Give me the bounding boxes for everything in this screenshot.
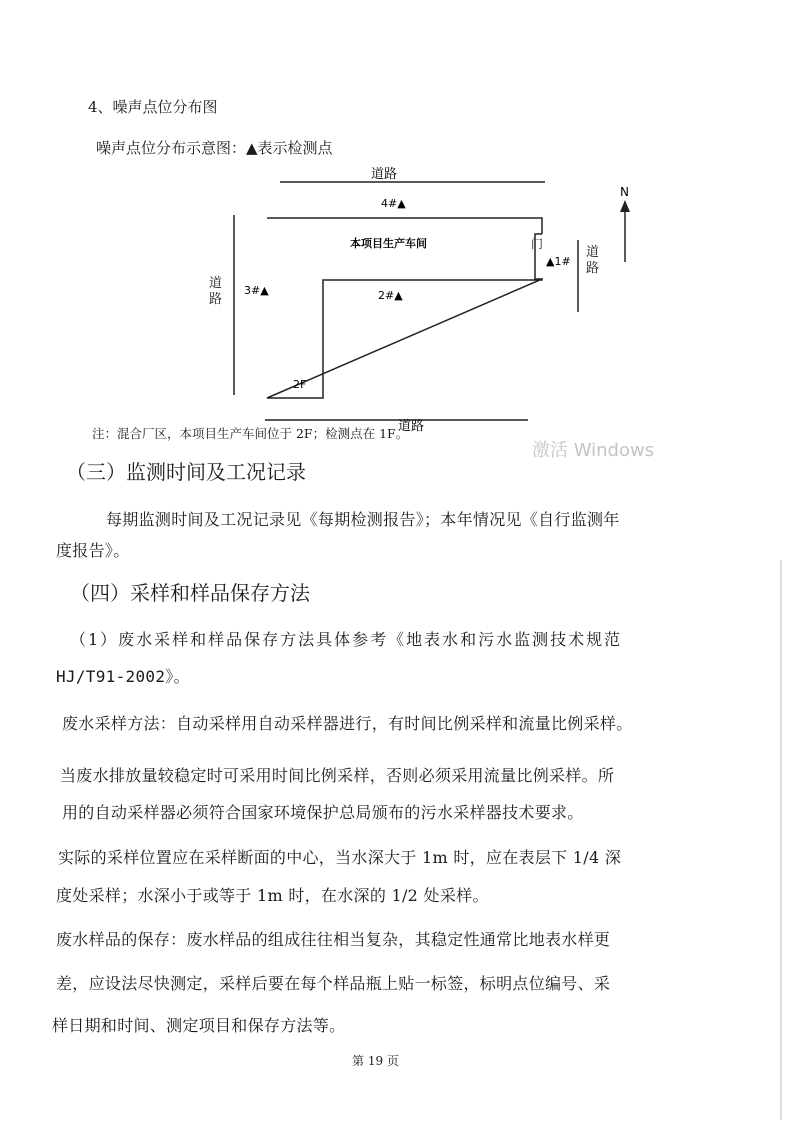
windows-activation-watermark: 激活 Windows: [532, 440, 655, 461]
floor-label: 2F: [293, 378, 307, 391]
section-3-text-line2: 度报告》。: [56, 541, 130, 560]
road-label-bottom: 道路: [398, 419, 425, 434]
road-label-left: 道路: [209, 276, 223, 307]
diagram-note: 注：混合厂区，本项目生产车间位于 2F；检测点在 1F。: [92, 426, 409, 441]
section-4-title: （四）采样和样品保存方法: [70, 581, 310, 605]
paragraph-3-line1: 实际的采样位置应在采样断面的中心，当水深大于 1m 时，应在表层下 1/4 深: [58, 848, 622, 867]
paragraph-4-line1: 废水样品的保存：废水样品的组成往往相当复杂，其稳定性通常比地表水样更: [56, 930, 611, 949]
paragraph-1-line1: （1）废水采样和样品保存方法具体参考《地表水和污水监测技术规范: [70, 630, 623, 649]
section-3-text-line1: 每期监测时间及工况记录见《每期检测报告》；本年情况见《自行监测年: [106, 510, 620, 529]
point-4: 4#▲: [381, 197, 406, 210]
paragraph-1-line2: HJ/T91-2002》。: [56, 667, 190, 686]
noise-point-diagram: [0, 0, 793, 460]
workshop-label: 本项目生产车间: [350, 237, 427, 250]
north-label: N: [620, 185, 629, 199]
legend-text: 噪声点位分布示意图：▲表示检测点: [96, 139, 333, 157]
door-label: 门: [531, 237, 544, 251]
paragraph-2-line2: 当废水排放量较稳定时可采用时间比例采样，否则必须采用流量比例采样。所: [60, 766, 615, 785]
point-2: 2#▲: [378, 289, 403, 302]
point-1: ▲1#: [546, 255, 571, 268]
scan-edge-divider: [780, 560, 782, 1120]
paragraph-4-line2: 差，应设法尽快测定，采样后要在每个样品瓶上贴一标签，标明点位编号、采: [56, 974, 611, 993]
point-3: 3#▲: [244, 284, 269, 297]
paragraph-2-line1: 废水采样方法：自动采样用自动采样器进行，有时间比例采样和流量比例采样。: [62, 714, 633, 733]
paragraph-4-line3: 样日期和时间、测定项目和保存方法等。: [52, 1016, 346, 1035]
road-label-top: 道路: [371, 167, 398, 182]
paragraph-3-line2: 度处采样；水深小于或等于 1m 时，在水深的 1/2 处采样。: [56, 886, 489, 905]
page-number: 第 19 页: [352, 1054, 399, 1068]
section-3-title: （三）监测时间及工况记录: [66, 460, 306, 484]
north-arrowhead-icon: [620, 200, 630, 212]
road-label-right: 道路: [586, 245, 600, 276]
paragraph-2-line3: 用的自动采样器必须符合国家环境保护总局颁布的污水采样器技术要求。: [62, 803, 584, 822]
section-heading-noise-map: 4、噪声点位分布图: [88, 98, 218, 116]
